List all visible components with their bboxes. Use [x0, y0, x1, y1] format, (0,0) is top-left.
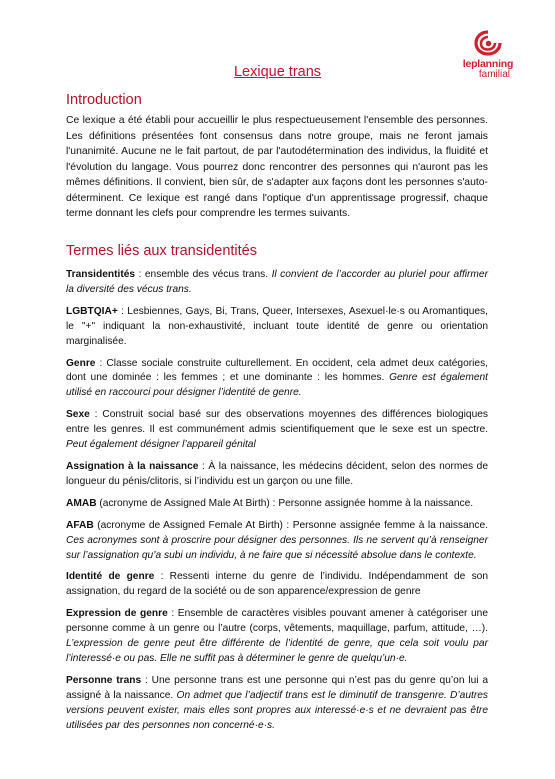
term-definition: : Construit social basé sur des observations moyennes des différences biologiques entre les genres. Il est communément admis scientifiquement que le sexe est un spectre.	[66, 409, 488, 436]
term-name: Genre	[66, 357, 96, 369]
term-name: Assignation à la naissance	[66, 460, 199, 472]
term-entry	[66, 519, 488, 564]
term-name: Expression de genre	[66, 608, 168, 620]
term-definition: : Ensemble de caractères visibles pouvant amener à catégoriser une personne comme à un genre ou l’autre (corps, vêtements, maquillage, parfum, attitude, …).	[66, 608, 488, 635]
term-definition: : Lesbiennes, Gays, Bi, Trans, Queer, Intersexes, Asexuel·le·s ou Aromantiques, le "+" indiquant la non-exhaustivité, incluant toute identité de genre ou orientation marginalisée.	[66, 305, 488, 347]
term-definition: (acronyme de Assigned Male At Birth) : Personne assignée homme à la naissance.	[96, 497, 474, 509]
term-entry	[66, 570, 488, 600]
term-entry	[66, 305, 488, 350]
term-name: Sexe	[66, 409, 90, 421]
term-entry	[66, 408, 488, 453]
term-entry	[66, 460, 488, 490]
term-entry	[66, 497, 488, 512]
term-entry	[66, 607, 488, 667]
term-note: Genre est également utilisé en raccourci pour désigner l’identité de genre.	[66, 372, 488, 399]
term-name: AMAB	[66, 497, 97, 509]
term-entry	[66, 674, 488, 734]
logo-mark-icon	[473, 30, 503, 56]
term-name: Personne trans	[66, 674, 142, 686]
term-name: Identité de genre	[66, 571, 155, 583]
term-definition: (acronyme de Assigned Female At Birth) : Personne assignée femme à la naissance.	[93, 519, 488, 531]
term-note: On admet que l’adjectif trans est le diminutif de transgenre. D’autres versions peuvent exister, mais elles sont propres aux interessé·e·s et ne devraient pas être utilisées par des personnes non concerné·e·s.	[66, 689, 488, 731]
term-definition: : Classe sociale construite culturellement. En occident, cela admet deux catégories, dont une dominée : les femmes ; et une dominante : les hommes.	[66, 357, 488, 384]
document-title: Lexique trans	[233, 64, 322, 80]
term-definition: : Une personne trans est une personne qui n’est pas du genre qu’on lui a assigné à la naissance.	[66, 674, 488, 701]
term-name: AFAB	[66, 519, 94, 531]
terms-list	[66, 268, 488, 740]
term-note: Il convient de l’accorder au pluriel pour affirmer la diversité des vécus trans.	[66, 269, 488, 295]
term-name: Transidentités	[66, 269, 136, 280]
term-definition: : Ressenti interne du genre de l’individu. Indépendamment de son assignation, du regard de la société ou de son apparence/expression de genre	[66, 571, 489, 598]
intro-paragraph: Ce lexique a été établi pour accueillir le plus respectueusement l'ensemble des personnes. Les définitions présentées font consensus dans notre groupe, mais ne feront jamais l'unanimité. Aucune ne le fait partout, de par l'autodétermination des individus, la fluidité et l'évolution du langage. Vous pourrez donc rencontrer des personnes qui n'auront pas les mêmes définitions. Il convient, bien sûr, de s'adapter aux façons dont les personnes s'auto-déterminent. Ce lexique est rangé dans l'optique d'un apprentissage progressif, chaque terme donnant les clefs pour comprendre les termes suivants.	[66, 115, 488, 219]
terms-heading: Termes liés aux transidentités	[66, 243, 257, 259]
term-name: LGBTQIA+	[66, 305, 118, 317]
logo-text-line1: leplanning	[462, 58, 514, 70]
term-entry	[66, 357, 488, 402]
term-note: L’expression de genre peut être différente de l’identité de genre, que cela soit voulu par l’interessé·e ou pas. Elle ne suffit pas à déterminer le genre de quelqu’un·e.	[66, 638, 488, 664]
term-note: Peut également désigner l’appareil génital	[66, 439, 256, 451]
term-definition: : À la naissance, les médecins décident, selon des normes de longueur du pénis/clitoris, si l’individu est un garçon ou une fille.	[66, 460, 488, 487]
term-entry	[66, 268, 488, 298]
term-note: Ces acronymes sont à proscrire pour désigner des personnes. Ils ne servent qu’à renseigner sur l’assignation qu’a subi un individu, à ne faire que si nécessité absolue dans le contexte.	[66, 534, 488, 561]
intro-heading: Introduction	[66, 92, 142, 108]
term-definition: : ensemble des vécus trans.	[135, 269, 272, 280]
logo-text-line2: familial	[478, 69, 510, 80]
